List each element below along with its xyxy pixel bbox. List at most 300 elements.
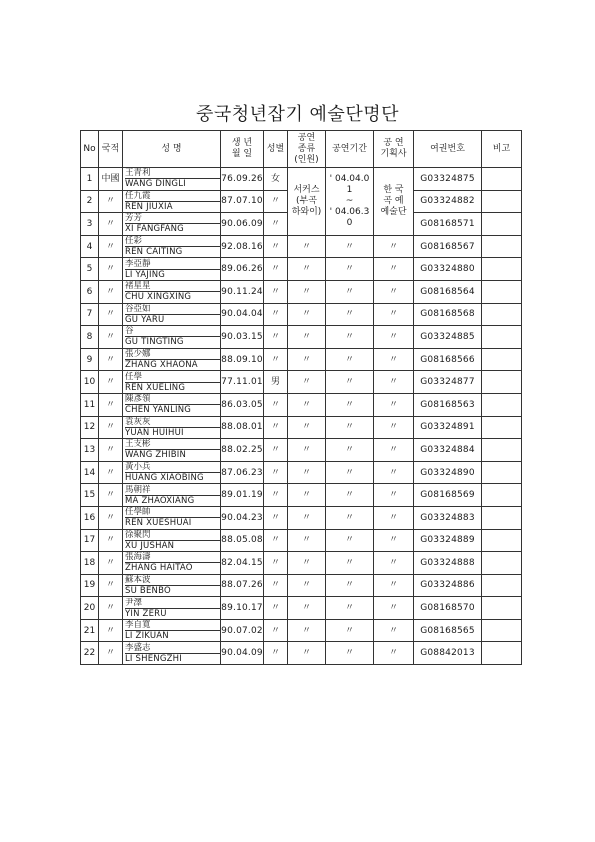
row-no: 22 xyxy=(81,642,99,665)
row-passport: G08168566 xyxy=(414,348,482,371)
merged-organizer xyxy=(374,168,414,236)
row-remarks xyxy=(482,416,522,439)
row-name-zh: 王青利 xyxy=(125,168,220,179)
row-period: 〃 xyxy=(326,439,374,462)
row-sex: 〃 xyxy=(264,506,288,529)
row-passport: G08168570 xyxy=(414,597,482,620)
row-name xyxy=(123,168,221,191)
row-remarks xyxy=(482,326,522,349)
row-country: 〃 xyxy=(99,529,123,552)
row-remarks xyxy=(482,574,522,597)
row-period: 〃 xyxy=(326,597,374,620)
row-name xyxy=(123,439,221,462)
header-period: 공연기간 xyxy=(326,131,374,168)
merged-performance-line: 하와이) xyxy=(291,206,322,217)
row-remarks xyxy=(482,280,522,303)
row-birthdate: 87.07.10 xyxy=(221,190,264,213)
row-period: 〃 xyxy=(326,371,374,394)
row-passport: G03324891 xyxy=(414,416,482,439)
row-period: 〃 xyxy=(326,506,374,529)
row-sex: 〃 xyxy=(264,416,288,439)
table-row xyxy=(81,371,522,394)
row-no: 5 xyxy=(81,258,99,281)
row-period: 〃 xyxy=(326,348,374,371)
row-no: 16 xyxy=(81,506,99,529)
row-period: 〃 xyxy=(326,393,374,416)
row-name xyxy=(123,393,221,416)
row-name-en: ZHANG XHAONA xyxy=(125,360,198,371)
row-no: 19 xyxy=(81,574,99,597)
row-remarks xyxy=(482,393,522,416)
row-performance: 〃 xyxy=(288,371,326,394)
row-performance: 〃 xyxy=(288,393,326,416)
header-country: 국적 xyxy=(99,131,123,168)
merged-period-line: ' 04.06.3 xyxy=(329,206,370,217)
row-name-en: WANG DINGLI xyxy=(125,179,186,190)
row-performance: 〃 xyxy=(288,461,326,484)
row-period: 〃 xyxy=(326,303,374,326)
roster-table xyxy=(80,130,522,665)
row-sex: 〃 xyxy=(264,439,288,462)
row-remarks xyxy=(482,439,522,462)
row-birthdate: 90.04.04 xyxy=(221,303,264,326)
row-birthdate: 87.06.23 xyxy=(221,461,264,484)
row-sex: 男 xyxy=(264,371,288,394)
row-name-zh: 芳芳 xyxy=(125,213,220,224)
row-no: 4 xyxy=(81,235,99,258)
row-name-zh: 陳彥領 xyxy=(125,394,220,405)
row-birthdate: 82.04.15 xyxy=(221,552,264,575)
row-name xyxy=(123,642,221,665)
table-row xyxy=(81,168,522,191)
row-sex: 〃 xyxy=(264,235,288,258)
row-name xyxy=(123,190,221,213)
row-name-en: CHEN YANLING xyxy=(125,405,192,416)
row-performance: 〃 xyxy=(288,303,326,326)
row-name xyxy=(123,348,221,371)
row-country: 〃 xyxy=(99,371,123,394)
row-performance: 〃 xyxy=(288,529,326,552)
row-organizer: 〃 xyxy=(374,506,414,529)
row-organizer: 〃 xyxy=(374,529,414,552)
row-name-zh: 張海濤 xyxy=(125,552,220,563)
table-row xyxy=(81,348,522,371)
table-row xyxy=(81,642,522,665)
row-period: 〃 xyxy=(326,529,374,552)
roster-body xyxy=(81,168,522,665)
row-remarks xyxy=(482,642,522,665)
row-name-en: CHU XINGXING xyxy=(125,292,192,303)
row-name xyxy=(123,484,221,507)
row-remarks xyxy=(482,371,522,394)
row-sex: 〃 xyxy=(264,303,288,326)
header-org xyxy=(374,131,414,168)
row-name xyxy=(123,461,221,484)
header-birth-l2: 월 일 xyxy=(231,149,253,159)
row-remarks xyxy=(482,597,522,620)
row-organizer: 〃 xyxy=(374,574,414,597)
row-organizer: 〃 xyxy=(374,597,414,620)
row-performance: 〃 xyxy=(288,642,326,665)
header-birth xyxy=(221,131,264,168)
row-name-zh: 任九霞 xyxy=(125,191,220,202)
row-passport: G03324889 xyxy=(414,529,482,552)
row-sex: 〃 xyxy=(264,213,288,236)
row-name-en: LI ZIKUAN xyxy=(125,631,169,642)
row-remarks xyxy=(482,461,522,484)
row-name xyxy=(123,506,221,529)
table-row xyxy=(81,235,522,258)
row-name-en: WANG ZHIBIN xyxy=(125,450,187,461)
row-passport: G08842013 xyxy=(414,642,482,665)
row-period: 〃 xyxy=(326,552,374,575)
row-organizer: 〃 xyxy=(374,619,414,642)
table-row xyxy=(81,529,522,552)
row-passport: G03324877 xyxy=(414,371,482,394)
row-no: 2 xyxy=(81,190,99,213)
row-passport: G08168567 xyxy=(414,235,482,258)
row-country: 〃 xyxy=(99,235,123,258)
row-country: 中國 xyxy=(99,168,123,191)
row-birthdate: 90.11.24 xyxy=(221,280,264,303)
row-performance: 〃 xyxy=(288,506,326,529)
row-birthdate: 76.09.26 xyxy=(221,168,264,191)
table-row xyxy=(81,280,522,303)
row-passport: G08168568 xyxy=(414,303,482,326)
row-name xyxy=(123,371,221,394)
row-organizer: 〃 xyxy=(374,235,414,258)
row-name-en: YUAN HUIHUI xyxy=(125,427,184,438)
row-organizer: 〃 xyxy=(374,258,414,281)
page-title: 중국청년잡기 예술단명단 xyxy=(196,104,399,125)
row-country: 〃 xyxy=(99,552,123,575)
row-country: 〃 xyxy=(99,484,123,507)
row-name xyxy=(123,597,221,620)
table-row xyxy=(81,439,522,462)
row-birthdate: 89.10.17 xyxy=(221,597,264,620)
row-name-zh: 李盛志 xyxy=(125,643,220,654)
row-name-en: REN JIUXIA xyxy=(125,201,173,212)
row-performance: 〃 xyxy=(288,619,326,642)
row-birthdate: 88.02.25 xyxy=(221,439,264,462)
header-no: No xyxy=(81,131,99,168)
row-name-zh: 王支彬 xyxy=(125,439,220,450)
row-period: 〃 xyxy=(326,258,374,281)
row-remarks xyxy=(482,190,522,213)
row-name-en: REN XUELING xyxy=(125,382,186,393)
row-remarks xyxy=(482,529,522,552)
merged-period-line: 0 xyxy=(346,217,353,228)
row-country: 〃 xyxy=(99,326,123,349)
row-country: 〃 xyxy=(99,393,123,416)
merged-period-line: 1 xyxy=(346,184,353,195)
row-name-zh: 馬朝祥 xyxy=(125,485,220,496)
row-country: 〃 xyxy=(99,348,123,371)
row-name-en: REN CAITING xyxy=(125,247,183,258)
merged-performance-line: 서커스 xyxy=(293,184,320,195)
row-remarks xyxy=(482,235,522,258)
row-country: 〃 xyxy=(99,416,123,439)
row-period: 〃 xyxy=(326,416,374,439)
row-name-zh: 任學帥 xyxy=(125,507,220,518)
row-name-en: LI YAJING xyxy=(125,269,166,280)
row-sex: 〃 xyxy=(264,461,288,484)
row-passport: G08168569 xyxy=(414,484,482,507)
row-passport: G08168571 xyxy=(414,213,482,236)
row-period: 〃 xyxy=(326,574,374,597)
row-organizer: 〃 xyxy=(374,303,414,326)
row-organizer: 〃 xyxy=(374,416,414,439)
row-period: 〃 xyxy=(326,619,374,642)
row-passport: G08168564 xyxy=(414,280,482,303)
row-remarks xyxy=(482,506,522,529)
row-passport: G08168565 xyxy=(414,619,482,642)
merged-organizer-line: 예술단 xyxy=(380,206,407,217)
header-perf xyxy=(288,131,326,168)
row-passport: G03324883 xyxy=(414,506,482,529)
row-organizer: 〃 xyxy=(374,461,414,484)
row-sex: 〃 xyxy=(264,348,288,371)
row-name-zh: 褚星星 xyxy=(125,281,220,292)
row-birthdate: 90.07.02 xyxy=(221,619,264,642)
table-row xyxy=(81,619,522,642)
row-no: 18 xyxy=(81,552,99,575)
row-passport: G03324885 xyxy=(414,326,482,349)
row-remarks xyxy=(482,168,522,191)
row-name xyxy=(123,303,221,326)
row-name-zh: 李亞靜 xyxy=(125,259,220,270)
row-remarks xyxy=(482,348,522,371)
row-sex: 〃 xyxy=(264,574,288,597)
row-sex: 〃 xyxy=(264,326,288,349)
row-organizer: 〃 xyxy=(374,552,414,575)
row-performance: 〃 xyxy=(288,235,326,258)
header-birth-l1: 생 년 xyxy=(231,138,253,148)
row-organizer: 〃 xyxy=(374,371,414,394)
row-sex: 〃 xyxy=(264,529,288,552)
row-country: 〃 xyxy=(99,597,123,620)
row-passport: G03324888 xyxy=(414,552,482,575)
row-country: 〃 xyxy=(99,461,123,484)
row-organizer: 〃 xyxy=(374,642,414,665)
row-organizer: 〃 xyxy=(374,348,414,371)
row-period: 〃 xyxy=(326,484,374,507)
row-country: 〃 xyxy=(99,506,123,529)
table-row xyxy=(81,506,522,529)
row-period: 〃 xyxy=(326,280,374,303)
table-row xyxy=(81,326,522,349)
row-performance: 〃 xyxy=(288,552,326,575)
row-name xyxy=(123,213,221,236)
row-passport: G03324880 xyxy=(414,258,482,281)
row-name-zh: 袁灰灰 xyxy=(125,417,220,428)
row-name xyxy=(123,619,221,642)
row-birthdate: 77.11.01 xyxy=(221,371,264,394)
row-remarks xyxy=(482,213,522,236)
row-name-zh: 黃小兵 xyxy=(125,462,220,473)
table-row xyxy=(81,574,522,597)
row-sex: 〃 xyxy=(264,597,288,620)
row-sex: 〃 xyxy=(264,190,288,213)
row-performance: 〃 xyxy=(288,597,326,620)
row-no: 13 xyxy=(81,439,99,462)
row-name xyxy=(123,416,221,439)
row-performance: 〃 xyxy=(288,280,326,303)
row-birthdate: 89.01.19 xyxy=(221,484,264,507)
row-name-en: HUANG XIAOBING xyxy=(125,473,204,484)
merged-period-line: ' 04.04.0 xyxy=(329,173,370,184)
row-no: 12 xyxy=(81,416,99,439)
row-country: 〃 xyxy=(99,642,123,665)
header-perf-l3: (인원) xyxy=(294,154,319,165)
row-name-zh: 谷 xyxy=(125,326,220,337)
row-birthdate: 86.03.05 xyxy=(221,393,264,416)
table-row xyxy=(81,552,522,575)
row-no: 15 xyxy=(81,484,99,507)
row-remarks xyxy=(482,484,522,507)
row-name xyxy=(123,574,221,597)
row-birthdate: 90.04.09 xyxy=(221,642,264,665)
row-performance: 〃 xyxy=(288,258,326,281)
table-row xyxy=(81,393,522,416)
header-sex: 성별 xyxy=(264,131,288,168)
row-name-en: MA ZHAOXIANG xyxy=(125,495,195,506)
row-performance: 〃 xyxy=(288,348,326,371)
row-remarks xyxy=(482,303,522,326)
merged-performance-line: (부곡 xyxy=(296,195,317,206)
row-no: 7 xyxy=(81,303,99,326)
row-no: 6 xyxy=(81,280,99,303)
row-name xyxy=(123,552,221,575)
row-name-zh: 張少娜 xyxy=(125,349,220,360)
row-remarks xyxy=(482,619,522,642)
table-row xyxy=(81,461,522,484)
row-name-en: REN XUESHUAI xyxy=(125,518,192,529)
row-name-zh: 谷亞如 xyxy=(125,304,220,315)
row-period: 〃 xyxy=(326,642,374,665)
row-name xyxy=(123,529,221,552)
row-no: 21 xyxy=(81,619,99,642)
row-no: 10 xyxy=(81,371,99,394)
row-birthdate: 92.08.16 xyxy=(221,235,264,258)
table-row xyxy=(81,303,522,326)
row-performance: 〃 xyxy=(288,416,326,439)
row-no: 9 xyxy=(81,348,99,371)
row-passport: G03324890 xyxy=(414,461,482,484)
row-birthdate: 90.04.23 xyxy=(221,506,264,529)
row-organizer: 〃 xyxy=(374,439,414,462)
row-birthdate: 88.08.01 xyxy=(221,416,264,439)
row-name xyxy=(123,280,221,303)
merged-organizer-line: 한 국 xyxy=(383,184,404,195)
row-name-en: GU YARU xyxy=(125,314,165,325)
table-row xyxy=(81,258,522,281)
row-country: 〃 xyxy=(99,574,123,597)
row-birthdate: 90.03.15 xyxy=(221,326,264,349)
row-no: 17 xyxy=(81,529,99,552)
header-perf-l1: 공연 xyxy=(297,132,316,143)
row-name-en: XI FANGFANG xyxy=(125,224,184,235)
row-name-zh: 李自寬 xyxy=(125,620,220,631)
header-org-l1: 공 연 xyxy=(383,138,404,148)
row-name-en: SU BENBO xyxy=(125,585,171,596)
row-sex: 〃 xyxy=(264,484,288,507)
row-sex: 〃 xyxy=(264,619,288,642)
row-name-zh: 任學 xyxy=(125,372,220,383)
row-no: 20 xyxy=(81,597,99,620)
row-performance: 〃 xyxy=(288,574,326,597)
row-passport: G03324884 xyxy=(414,439,482,462)
row-name-en: YIN ZERU xyxy=(125,608,167,619)
row-country: 〃 xyxy=(99,439,123,462)
merged-organizer-line: 곡 예 xyxy=(383,195,404,206)
row-birthdate: 88.09.10 xyxy=(221,348,264,371)
header-remarks: 비고 xyxy=(482,131,522,168)
row-birthdate: 88.07.26 xyxy=(221,574,264,597)
row-name-zh: 尹澤 xyxy=(125,598,220,609)
table-row xyxy=(81,597,522,620)
row-period: 〃 xyxy=(326,461,374,484)
merged-period xyxy=(326,168,374,236)
row-period: 〃 xyxy=(326,326,374,349)
row-country: 〃 xyxy=(99,303,123,326)
merged-period-line: ~ xyxy=(345,195,354,206)
row-performance: 〃 xyxy=(288,439,326,462)
row-no: 14 xyxy=(81,461,99,484)
row-no: 3 xyxy=(81,213,99,236)
row-organizer: 〃 xyxy=(374,393,414,416)
row-name-en: XU JUSHAN xyxy=(125,540,175,551)
header-org-l2: 기획사 xyxy=(380,149,407,159)
row-birthdate: 89.06.26 xyxy=(221,258,264,281)
row-no: 8 xyxy=(81,326,99,349)
row-passport: G03324875 xyxy=(414,168,482,191)
table-row xyxy=(81,484,522,507)
row-birthdate: 90.06.09 xyxy=(221,213,264,236)
row-passport: G03324882 xyxy=(414,190,482,213)
row-remarks xyxy=(482,258,522,281)
row-organizer: 〃 xyxy=(374,326,414,349)
row-sex: 女 xyxy=(264,168,288,191)
row-country: 〃 xyxy=(99,280,123,303)
header-passport: 여권번호 xyxy=(414,131,482,168)
header-perf-l2: 종류 xyxy=(297,143,316,154)
row-name-en: LI SHENGZHI xyxy=(125,653,182,664)
row-name-en: ZHANG HAITAO xyxy=(125,563,193,574)
row-country: 〃 xyxy=(99,213,123,236)
row-country: 〃 xyxy=(99,619,123,642)
row-no: 11 xyxy=(81,393,99,416)
row-name xyxy=(123,326,221,349)
table-row xyxy=(81,416,522,439)
merged-performance xyxy=(288,168,326,236)
header-name: 성 명 xyxy=(123,131,221,168)
row-organizer: 〃 xyxy=(374,484,414,507)
row-name-en: GU TINGTING xyxy=(125,337,184,348)
row-sex: 〃 xyxy=(264,642,288,665)
row-performance: 〃 xyxy=(288,484,326,507)
row-birthdate: 88.05.08 xyxy=(221,529,264,552)
row-performance: 〃 xyxy=(288,326,326,349)
row-name-zh: 任彩 xyxy=(125,236,220,247)
row-sex: 〃 xyxy=(264,280,288,303)
row-name-zh: 徐聚閃 xyxy=(125,530,220,541)
row-country: 〃 xyxy=(99,190,123,213)
row-name xyxy=(123,258,221,281)
row-sex: 〃 xyxy=(264,393,288,416)
row-passport: G03324886 xyxy=(414,574,482,597)
row-sex: 〃 xyxy=(264,258,288,281)
